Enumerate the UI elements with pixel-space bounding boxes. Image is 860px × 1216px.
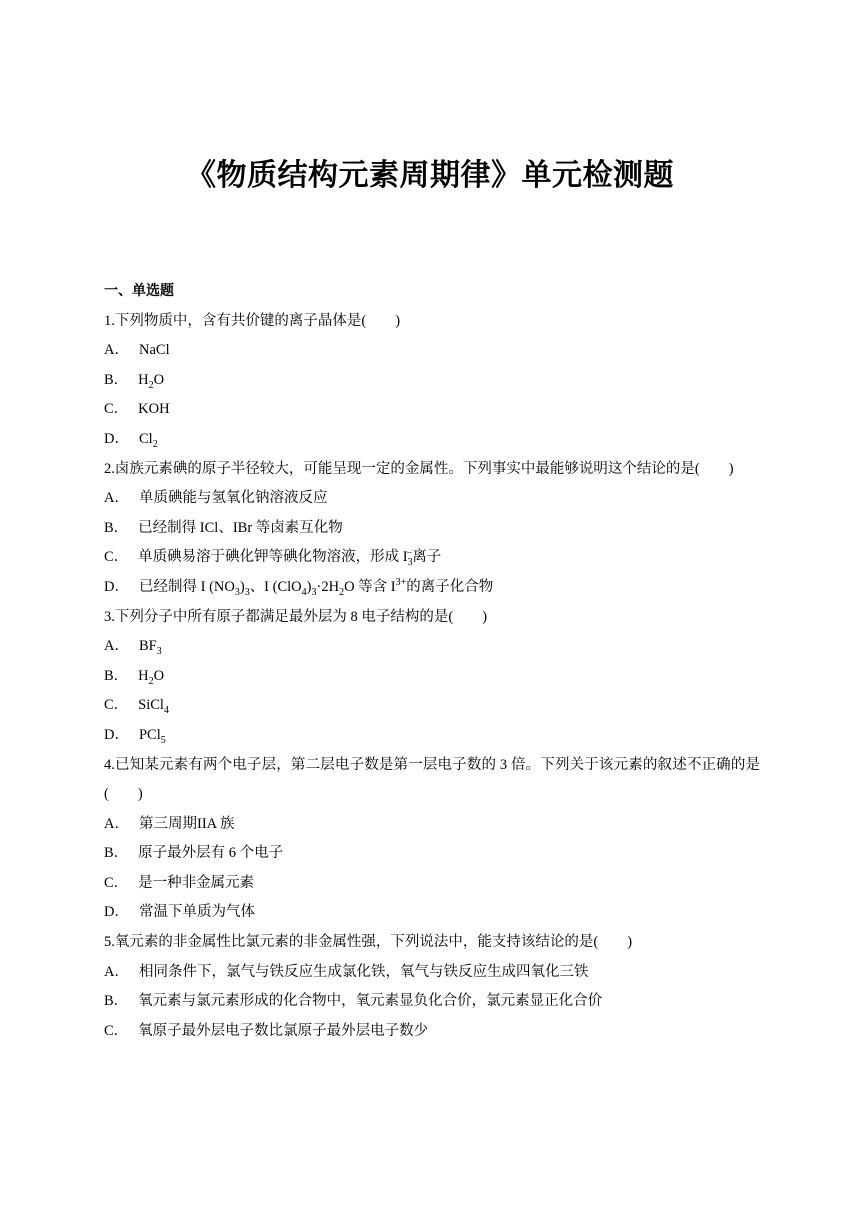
question-5-stem: 5.氧元素的非金属性比氯元素的非金属性强，下列说法中，能支持该结论的是( ) xyxy=(104,934,633,951)
formula-superscript: − xyxy=(406,547,413,559)
question-1-option-c xyxy=(104,395,760,425)
option-formula xyxy=(138,726,166,746)
option-letter: A． xyxy=(104,638,129,655)
formula-subscript: 2 xyxy=(148,379,154,391)
option-text: NaCl xyxy=(138,342,170,359)
question-4-stem: 4.已知某元素有两个电子层，第二层电子数是第一层电子数的 3 倍。下列关于该元素的叙述不正确的是( ) xyxy=(104,756,760,803)
option-text: 第三周期IIA 族 xyxy=(138,815,235,832)
formula-subscript: 3 xyxy=(311,586,317,598)
option-letter: B． xyxy=(104,667,129,684)
formula-part: 的离子化合物 xyxy=(406,578,494,595)
question-2-stem: 2.卤族元素碘的原子半径较大，可能呈现一定的金属性。下列事实中最能够说明这个结论的是( ) xyxy=(104,460,734,477)
formula-subscript: 2 xyxy=(148,675,154,687)
question-1-option-b xyxy=(104,366,760,396)
option-text: 单质碘能与氢氧化钠溶液反应 xyxy=(138,490,328,507)
option-letter: C． xyxy=(104,401,129,418)
option-formula xyxy=(138,697,169,717)
option-text: 是一种非金属元素 xyxy=(138,874,255,891)
formula-subscript: 3 xyxy=(234,586,240,598)
formula-part: BF xyxy=(138,638,157,655)
question-2-option-c xyxy=(104,543,760,573)
option-text: 已经制得 ICl、IBr 等卤素互化物 xyxy=(138,519,343,536)
section-heading: 一、单选题 xyxy=(104,283,174,299)
formula-subscript: 2 xyxy=(152,438,158,450)
formula-part: H xyxy=(138,371,149,388)
formula-part: ·2H xyxy=(316,578,340,595)
formula-part: SiCl xyxy=(138,697,164,714)
formula-part: H xyxy=(138,667,149,684)
option-formula xyxy=(138,430,158,450)
formula-part: O 等含 I xyxy=(344,578,396,595)
option-letter: A． xyxy=(104,490,129,507)
formula-part: Cl xyxy=(138,430,153,447)
option-letter: B． xyxy=(104,519,129,536)
question-3-option-b xyxy=(104,662,760,692)
formula-part: 已经制得 I (NO xyxy=(138,578,235,595)
formula-part: ) xyxy=(239,578,245,595)
formula-superscript: 3+ xyxy=(395,577,407,589)
question-4-option-b xyxy=(104,839,760,869)
option-letter: C． xyxy=(104,549,129,566)
option-letter: A． xyxy=(104,815,129,832)
question-3-stem: 3.下列分子中所有原子都满足最外层为 8 电子结构的是( ) xyxy=(104,608,488,625)
formula-part: ) xyxy=(306,578,312,595)
formula-part: 离子 xyxy=(412,549,442,566)
formula-subscript: 4 xyxy=(163,705,169,717)
option-text: 相同条件下，氯气与铁反应生成氯化铁，氧气与铁反应生成四氧化三铁 xyxy=(138,963,589,980)
page-title: 《物质结构元素周期律》单元检测题 xyxy=(186,158,674,193)
formula-subscript: 3 xyxy=(244,586,250,598)
question-2-option-b xyxy=(104,514,760,544)
question-3-option-c xyxy=(104,691,760,721)
option-letter: B． xyxy=(104,845,129,862)
option-letter: D． xyxy=(104,430,129,447)
question-5-option-b xyxy=(104,987,760,1017)
formula-part: O xyxy=(153,371,165,388)
formula-subscript: 3 xyxy=(156,646,162,658)
option-formula xyxy=(138,577,494,598)
option-letter: A． xyxy=(104,342,129,359)
question-1-stem: 1.下列物质中，含有共价键的离子晶体是( ) xyxy=(104,312,401,329)
option-text: 氧原子最外层电子数比氯原子最外层电子数少 xyxy=(138,1022,429,1039)
option-text: KOH xyxy=(138,401,170,418)
question-4-option-d xyxy=(104,898,760,928)
option-letter: D． xyxy=(104,904,129,921)
formula-subscript: 5 xyxy=(160,734,166,746)
option-formula xyxy=(138,638,162,658)
formula-part: PCl xyxy=(138,726,161,743)
question-5-option-c xyxy=(104,1017,760,1047)
option-letter: C． xyxy=(104,874,129,891)
question-3-option-a xyxy=(104,632,760,662)
formula-subscript: 2 xyxy=(339,586,345,598)
document-body xyxy=(104,277,760,1046)
option-letter: B． xyxy=(104,993,129,1010)
question-3-option-d xyxy=(104,721,760,751)
formula-part: 单质碘易溶于碘化钾等碘化物溶液，形成 I xyxy=(138,549,408,566)
option-text: 常温下单质为气体 xyxy=(138,904,255,921)
option-letter: D． xyxy=(104,578,129,595)
option-formula xyxy=(138,547,442,569)
option-text: 氧元素与氯元素形成的化合物中，氧元素显负化合价，氯元素显正化合价 xyxy=(138,993,603,1010)
option-letter: C． xyxy=(104,1022,129,1039)
option-letter: D． xyxy=(104,726,129,743)
option-letter: C． xyxy=(104,697,129,714)
question-1-option-a xyxy=(104,336,760,366)
question-2-option-a xyxy=(104,484,760,514)
formula-part: 、I (ClO xyxy=(249,578,302,595)
option-text: 原子最外层有 6 个电子 xyxy=(138,845,284,862)
option-letter: B． xyxy=(104,371,129,388)
question-5-option-a xyxy=(104,958,760,988)
option-formula xyxy=(138,667,165,687)
question-4-option-c xyxy=(104,869,760,899)
question-4-option-a xyxy=(104,810,760,840)
question-2-option-d xyxy=(104,573,760,603)
option-formula xyxy=(138,371,165,391)
option-letter: A． xyxy=(104,963,129,980)
formula-subscript: 4 xyxy=(301,586,307,598)
formula-part: O xyxy=(153,667,165,684)
formula-subscript: 3 xyxy=(407,557,413,569)
question-1-option-d xyxy=(104,425,760,455)
ion-symbol xyxy=(408,543,413,573)
